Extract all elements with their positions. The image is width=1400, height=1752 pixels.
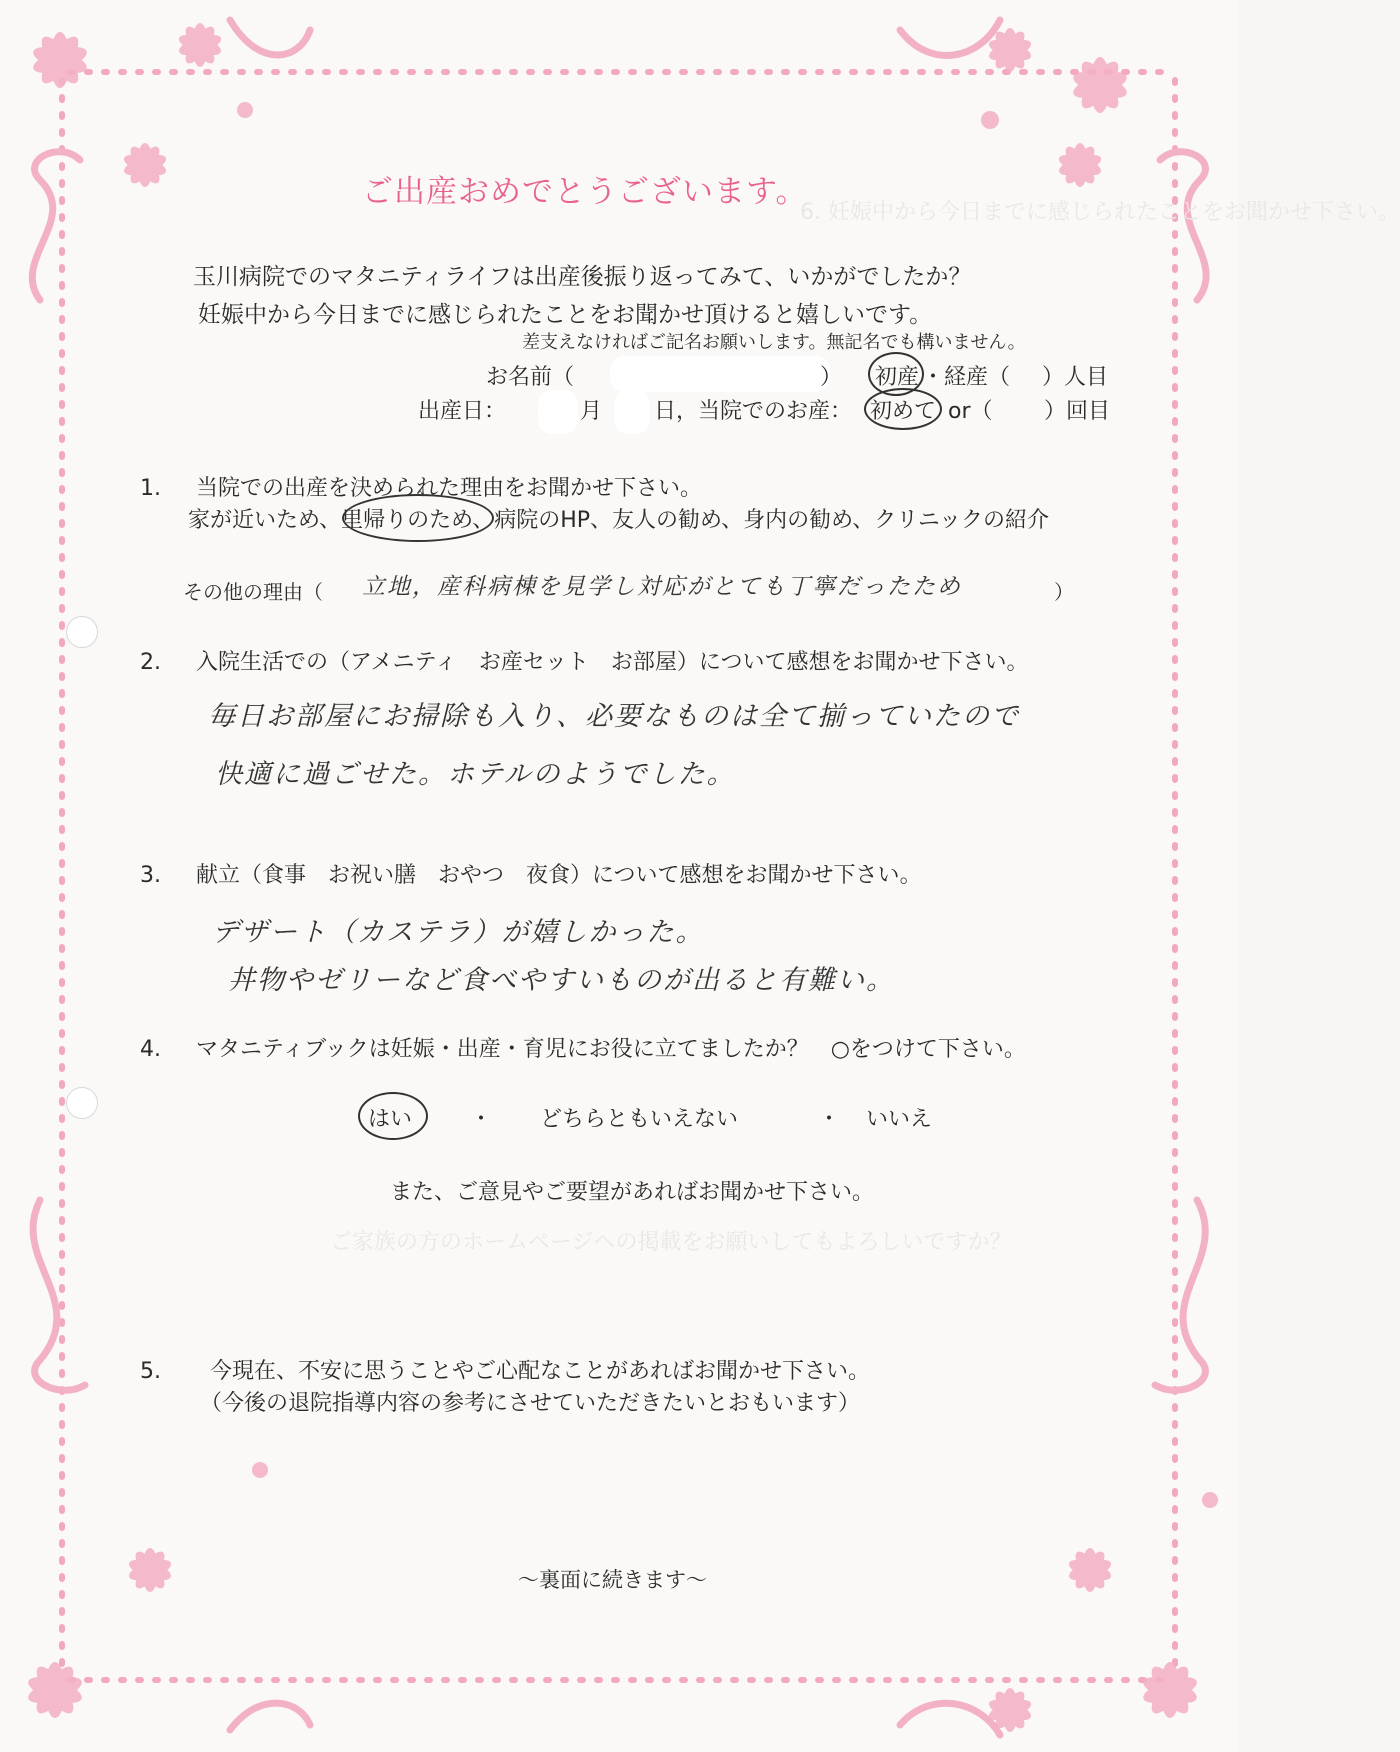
redacted-month [538,390,578,434]
punch-hole [66,616,98,648]
q1-other-close: ） [1054,580,1074,604]
month-label: 月 [580,399,603,424]
q4-followup: また、ご意見やご要望があればお聞かせ下さい。 [390,1180,875,1205]
q3-heading [140,858,922,889]
signature-note: 差支えなければご記名お願いします。無記名でも構いません。 [522,332,1026,353]
q5-subtext: （今後の退院指導内容の参考にさせていただきたいとおもいます） [200,1391,861,1416]
q2-question: 入院生活での（アメニティ お産セット お部屋）について感想をお聞かせ下さい。 [196,650,1029,675]
q3-question: 献立（食事 お祝い膳 おやつ 夜食）について感想をお聞かせ下さい。 [196,863,922,888]
q4-separator: ・ [470,1107,493,1132]
q4-question: マタニティブックは妊娠・出産・育児にお役に立てましたか？ ○をつけて下さい。 [196,1037,1026,1062]
repeat-count-suffix: ）回目 [1044,399,1111,424]
hand-drawn-circle [342,494,494,542]
q4-option-neutral: どちらともいえない [540,1107,739,1132]
hand-drawn-circle [864,388,942,430]
repeat-option: or（ [948,399,993,424]
intro-line-1: 玉川病院でのマタニティライフは出産後振り返ってみて、いかがでしたか？ [193,264,972,290]
multi-birth-option: ・経産（ [922,365,1011,390]
q5-question: 今現在、不安に思うことやご心配なことがあればお聞かせ下さい。 [210,1359,871,1384]
q2-number: 2. [140,650,161,675]
q1-other-answer: 立地，産科病棟を見学し対応がとても丁寧だったため [362,574,962,600]
q4-number: 4. [140,1037,161,1062]
q4-option-no: いいえ [866,1107,933,1132]
q1-other-label: その他の理由（ [183,580,323,604]
day-label: 日，当院でのお産： [654,399,853,424]
hand-drawn-circle [358,1092,428,1140]
bleed-through-text: ご家族の方のホームページへの掲載をお願いしてもよろしいですか？ [330,1230,1012,1255]
page-title: ご出産おめでとうございます。 [362,174,808,210]
birth-count-suffix: ）人目 [1042,365,1109,390]
intro-line-2: 妊娠中から今日までに感じられたことをお聞かせ頂けると嬉しいです。 [198,302,933,328]
q1-options: 家が近いため、里帰りのため、病院のHP、友人の勧め、身内の勧め、クリニックの紹介 [188,508,1049,533]
q4-heading [140,1032,1026,1063]
q3-answer-line-2: 丼物やゼリーなど食べやすいものが出ると有難い。 [228,965,895,996]
q2-heading [140,645,1028,676]
q4-option-yes: はい [368,1107,413,1132]
bleed-through-text: 6. 妊娠中から今日までに感じられたことをお聞かせ下さい。 [800,200,1400,225]
q3-answer-line-1: デザート（カステラ）が嬉しかった。 [212,917,705,948]
q1-question: 当院での出産を決められた理由をお聞かせ下さい。 [196,476,703,501]
q3-number: 3. [140,863,161,888]
q5-heading [140,1354,870,1385]
first-birth-option: 初産 [875,365,920,390]
name-label: お名前（ [486,365,575,390]
name-close: ） [820,365,843,390]
q4-separator: ・ [818,1107,841,1132]
redacted-name [610,356,830,392]
q5-number: 5. [140,1359,161,1384]
q1-number: 1. [140,476,161,501]
first-time-option: 初めて [870,399,937,424]
punch-hole [66,1087,98,1119]
continue-on-back-note: ～裏面に続きます～ [518,1568,707,1592]
birth-date-label: 出産日： [418,399,507,424]
q2-answer-line-2: 快適に過ごせた。ホテルのようでした。 [215,759,736,790]
redacted-day [614,390,650,434]
q2-answer-line-1: 毎日お部屋にお掃除も入り、必要なものは全て揃っていたので [208,701,1020,732]
